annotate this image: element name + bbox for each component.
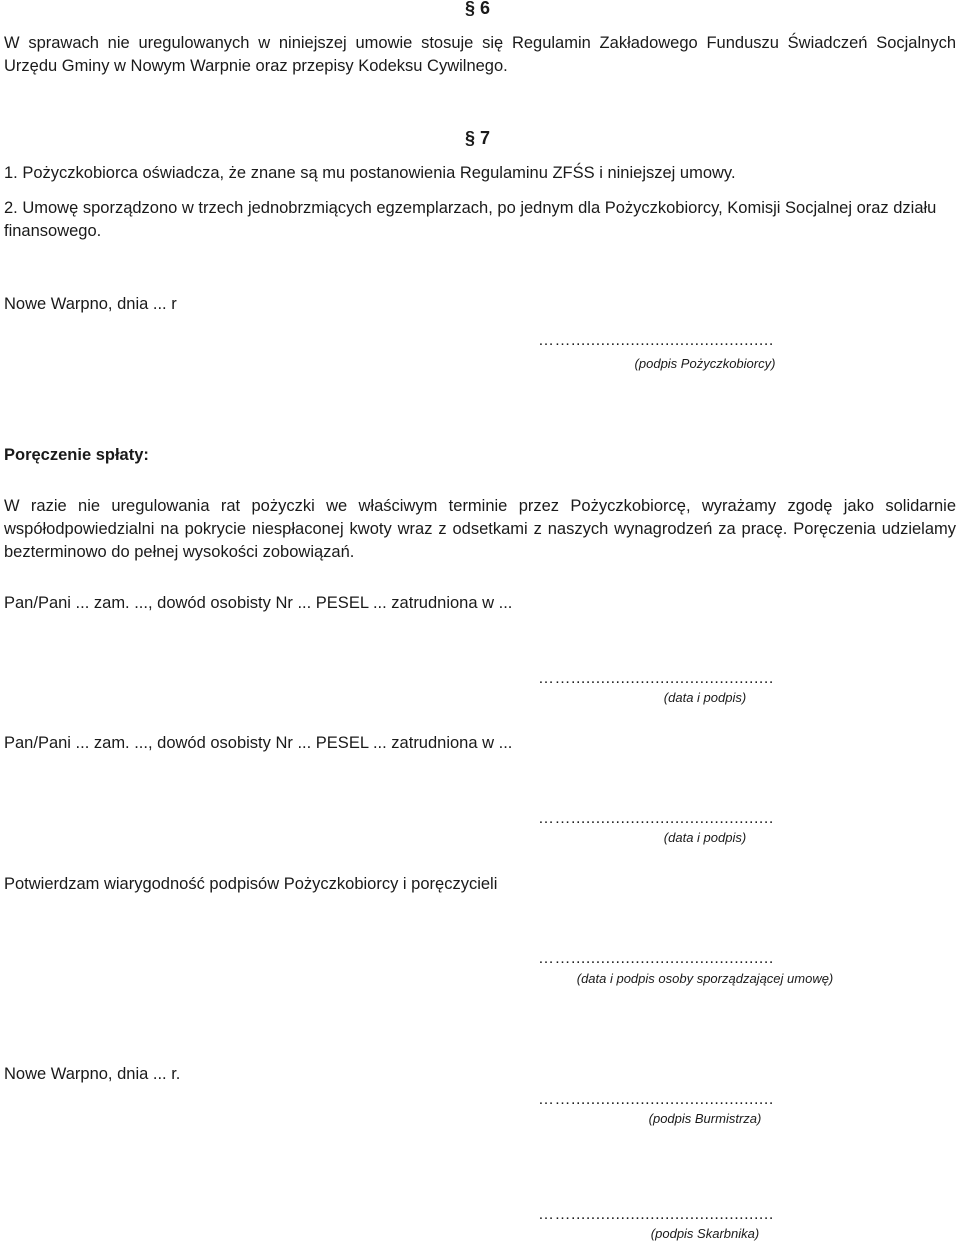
- guarantor-2-line: Pan/Pani ... zam. ..., dowód osobisty Nr ... PESEL ... zatrudniona w ...: [4, 734, 513, 752]
- section-7-heading: § 7: [465, 128, 491, 148]
- preparer-signature-line: …….........................................: [538, 950, 774, 967]
- section-6-text: W sprawach nie uregulowanych w niniejszej umowie stosuje się Regulamin Zakładowego Funduszu Świadczeń Socjalnych Urzędu Gminy w Nowym Warpnie oraz przepisy Kodeksu Cywilnego.: [4, 34, 956, 75]
- guarantor-1-signature-caption: (data i podpis): [663, 690, 747, 705]
- mayor-signature-line: …….........................................: [538, 1091, 774, 1108]
- guarantee-text: W razie nie uregulowania rat pożyczki we właściwym terminie przez Pożyczkobiorcę, wyrażamy zgodę jako solidarnie współodpowiedzialni na pokrycie niespłaconej kwoty wraz z odsetkami z naszych wynagrodzeń za pracę. Poręczenia udzielamy bezterminowo do pełnej wysokości zobowiązań.: [4, 497, 956, 561]
- guarantee-heading: Poręczenie spłaty:: [4, 446, 149, 464]
- guarantor-2-signature-line: …….........................................: [538, 810, 774, 827]
- guarantor-2-signature-caption: (data i podpis): [663, 830, 747, 845]
- signatures-confirmation: Potwierdzam wiarygodność podpisów Pożyczkobiorcy i poręczycieli: [4, 875, 498, 893]
- place-date-2: Nowe Warpno, dnia ... r.: [4, 1065, 181, 1083]
- borrower-signature-caption: (podpis Pożyczkobiorcy): [634, 356, 776, 371]
- guarantor-1-line: Pan/Pani ... zam. ..., dowód osobisty Nr ... PESEL ... zatrudniona w ...: [4, 594, 513, 612]
- borrower-signature-line: …….........................................: [538, 332, 774, 349]
- section-7-item-1: 1. Pożyczkobiorca oświadcza, że znane są mu postanowienia Regulaminu ZFŚS i niniejszej umowy.: [4, 164, 736, 182]
- guarantor-1-signature-line: …….........................................: [538, 670, 774, 687]
- treasurer-signature-line: …….........................................: [538, 1206, 774, 1223]
- section-6-heading: § 6: [465, 0, 491, 18]
- preparer-signature-caption: (data i podpis osoby sporządzającej umowę): [576, 971, 834, 986]
- place-date-1: Nowe Warpno, dnia ... r: [4, 295, 177, 313]
- mayor-signature-caption: (podpis Burmistrza): [648, 1111, 762, 1126]
- section-7-item-2: 2. Umowę sporządzono w trzech jednobrzmiących egzemplarzach, po jednym dla Pożyczkobiorcy, Komisji Socjalnej oraz działu finansowego.: [4, 199, 937, 240]
- treasurer-signature-caption: (podpis Skarbnika): [650, 1226, 760, 1241]
